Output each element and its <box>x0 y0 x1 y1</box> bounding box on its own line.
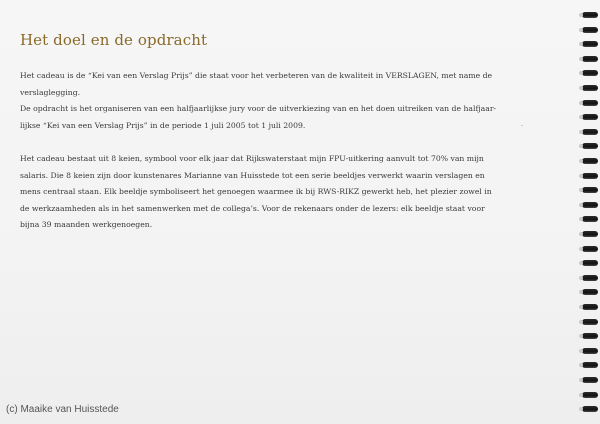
spiral-binding <box>579 0 600 424</box>
binding-ring <box>582 377 598 383</box>
binding-ring <box>582 275 598 281</box>
paragraph-line: bijna 39 maanden werkgenoegen. <box>20 220 153 230</box>
binding-ring <box>582 187 598 193</box>
binding-ring <box>582 114 598 120</box>
paragraph-line: de werkzaamheden als in het samenwerken met de collega’s. Voor de rekenaars onder de lezers: elk beeldje staat voor <box>20 203 485 213</box>
binding-ring <box>582 173 598 179</box>
binding-ring <box>582 129 598 135</box>
binding-ring <box>582 41 598 47</box>
binding-ring <box>582 158 598 164</box>
binding-ring <box>582 289 598 295</box>
paragraph-line: De opdracht is het organiseren van een halfjaarlijkse jury voor de uitverkiezing van en het doen uitreiken van de halfjaar- <box>20 104 497 114</box>
paragraph-gift <box>20 151 492 234</box>
binding-ring <box>582 246 598 252</box>
binding-ring <box>582 100 598 106</box>
binding-ring <box>582 319 598 325</box>
binding-ring <box>582 406 598 412</box>
paragraph-line: Het cadeau is de “Kei van een Verslag Prijs” die staat voor het verbeteren van de kwaliteit in VERSLAGEN, met name de <box>20 71 493 80</box>
paragraph-line: mens centraal staan. Elk beeldje symboliseert het genoegen waarmee ik bij RWS-RIKZ gewerkt heb, het plezier zowel in <box>20 187 492 197</box>
page-title: Het doel en de opdracht <box>20 31 208 49</box>
paragraph-line: lijkse “Kei van een Verslag Prijs” in de periode 1 juli 2005 tot 1 juli 2009. <box>20 120 306 130</box>
ink-mark: · <box>521 123 523 130</box>
binding-ring <box>582 348 598 354</box>
binding-ring <box>582 304 598 310</box>
binding-ring <box>582 333 598 339</box>
paragraph-line: Het cadeau bestaat uit 8 keien, symbool voor elk jaar dat Rijkswaterstaat mijn FPU-uitkering aanvult tot 70% van mijn <box>20 154 484 163</box>
binding-ring <box>582 216 598 222</box>
binding-ring <box>582 260 598 266</box>
binding-ring <box>582 362 598 368</box>
paragraph-line: verslaglegging. <box>20 87 81 97</box>
paragraph-goal <box>20 68 496 134</box>
binding-ring <box>582 56 598 62</box>
binding-ring <box>582 392 598 398</box>
binding-ring <box>582 231 598 237</box>
copyright-caption: (c) Maaike van Huisstede <box>6 404 119 415</box>
paragraph-line: salaris. Die 8 keien zijn door kunstenares Marianne van Huisstede tot een serie beeldjes verwerkt waarin verslagen en <box>20 170 485 180</box>
binding-ring <box>582 70 598 76</box>
binding-ring <box>582 202 598 208</box>
binding-ring <box>582 12 598 18</box>
binding-ring <box>582 85 598 91</box>
binding-ring <box>582 143 598 149</box>
binding-ring <box>582 27 598 33</box>
